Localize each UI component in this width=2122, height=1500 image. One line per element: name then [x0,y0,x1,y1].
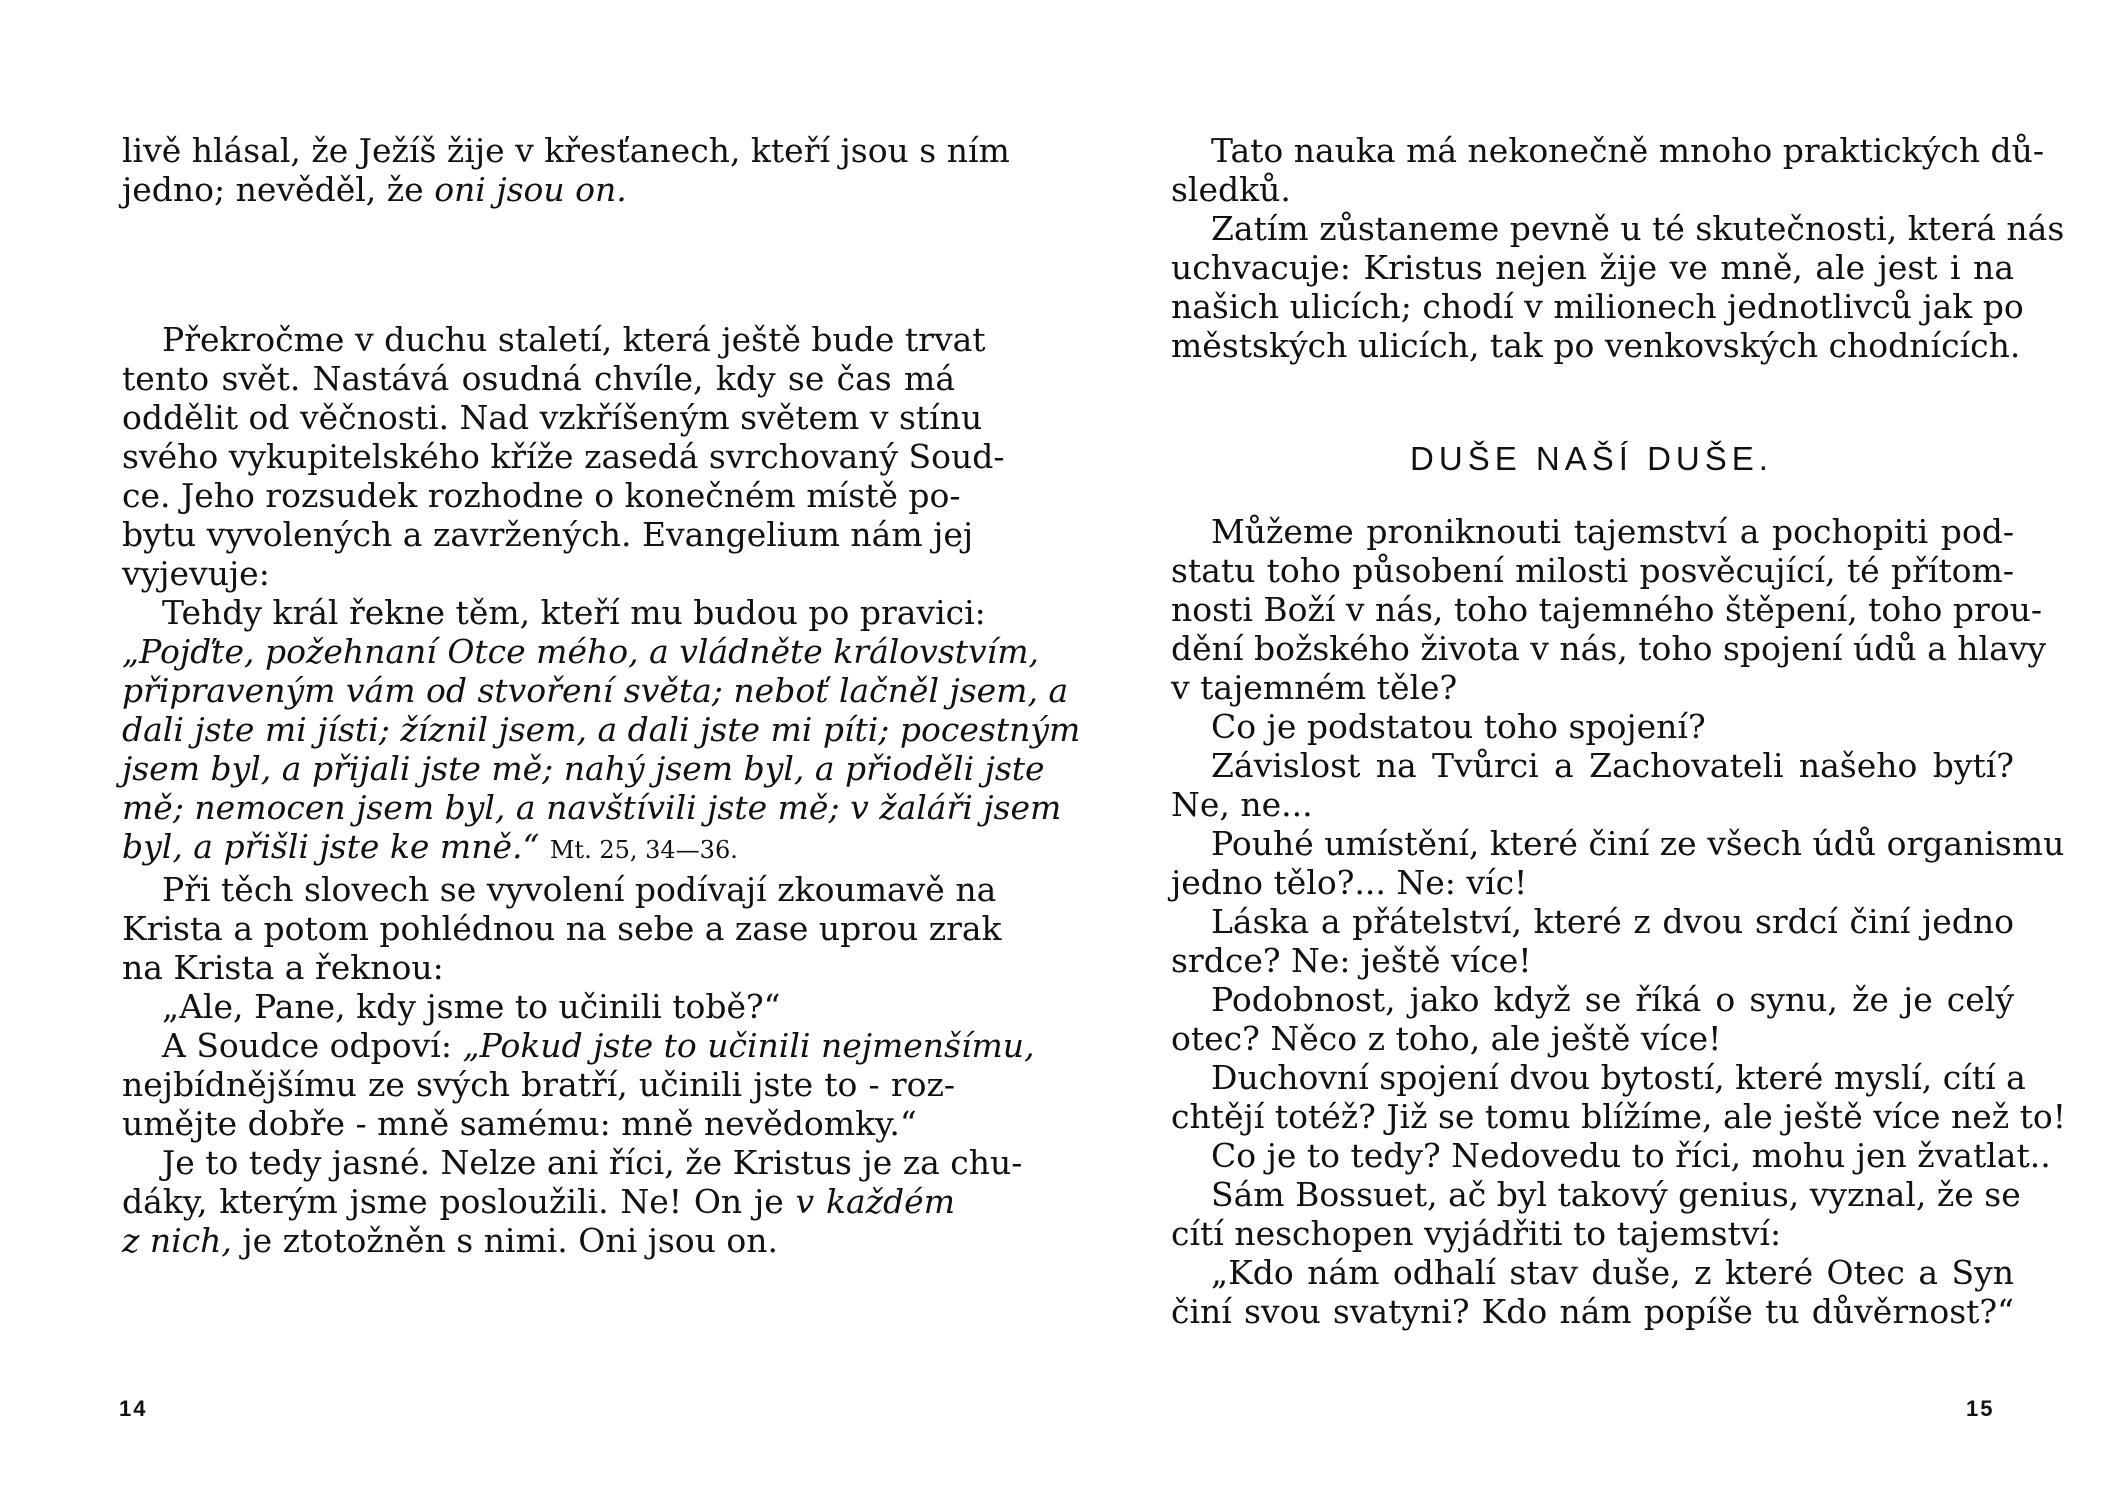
text-line: Krista a potom pohlédnou na sebe a zase uprou zrak [122,909,1002,948]
right-main-text [1171,512,2067,1331]
text-line: nosti Boží v nás, toho tajemného štěpení, toho prou- [1171,590,2043,629]
text-line: jedno tělo?... Ne: víc! [1171,863,1528,902]
text-line: otec? Něco z toho, ale ještě více! [1171,1019,1722,1058]
text-line: městských ulicích, tak po venkovských chodnících. [1171,326,2021,365]
page-number: 14 [119,1396,148,1421]
text-line: Je to tedy jasné. Nelze ani říci, že Kristus je za chu- [162,1143,1023,1182]
quote-line: připraveným vám od stvoření světa; neboť lačněl jsem, a [122,671,1069,710]
text-line: cítí neschopen vyjádřiti to tajemství: [1171,1214,1782,1253]
text-line: činí svou svatyni? Kdo nám popíše tu důvěrnost?“ [1171,1292,2014,1331]
text-line [122,170,955,209]
text-line: Tehdy král řekne těm, kteří mu budou po pravici: [162,593,986,632]
bible-reference: Mt. 25, 34—36. [549,836,738,864]
text-line: bytu vyvolených a zavržených. Evangelium nám jej [122,515,974,554]
left-top-paragraph [122,131,1010,209]
text-line [122,1221,955,1260]
text-line [122,1026,1035,1065]
text-fragment: jedno; nevěděl, že [122,170,424,209]
text-line: nejbídnějšímu ze svých bratří, učinili jste to - roz- [122,1065,955,1104]
left-main-text [122,320,1081,1260]
text-line: vyjevuje: [122,554,270,593]
text-line: tento svět. Nastává osudná chvíle, kdy se čas má [122,359,955,398]
page-number: 15 [1966,1396,1995,1421]
quote-line: jsem byl, a přijali jste mě; nahý jsem byl, a přioděli jste [122,749,1045,788]
text-line: na Krista a řeknou: [122,948,444,987]
italic-fragment: oni jsou on. [434,170,627,209]
text-line [122,827,955,870]
text-line: v tajemném těle? [1171,668,1458,707]
text-line: dění božského života v nás, toho spojení údů a hlavy [1171,629,2047,668]
text-line: Duchovní spojení dvou bytostí, které myslí, cítí a [1211,1058,2026,1097]
text-line: Podobnost, jako když se říká o synu, že je celý [1211,980,2014,1019]
text-line: oddělit od věčnosti. Nad vzkříšeným světem v stínu [122,398,983,437]
text-line: chtějí totéž? Již se tomu blížíme, ale ještě více než to! [1171,1097,2067,1136]
text-line: Ne, ne... [1171,785,1313,824]
text-line: Pouhé umístění, které činí ze všech údů organismu [1211,824,2065,863]
text-fragment: dáky, kterým jsme posloužili. Ne! On je [122,1182,784,1221]
italic-fragment: „Pokud jste to učinili nejmenšímu, [462,1026,1035,1065]
text-line: Tato nauka má nekonečně mnoho praktických dů- [1211,131,2045,170]
right-top-text [1171,131,2065,365]
text-line: „Kdo nám odhalí stav duše, z které Otec a Syn [1211,1253,2014,1292]
text-line: Láska a přátelství, které z dvou srdcí činí jedno [1211,902,2014,941]
text-line: Překročme v duchu staletí, která ještě bude trvat [162,320,986,359]
text-line: ce. Jeho rozsudek rozhodne o konečném místě po- [122,476,961,515]
text-line: svého vykupitelského kříže zasedá svrchovaný Soud- [122,437,1005,476]
quote-line: dali jste mi jísti; žíznil jsem, a dali jste mi píti; pocestným [122,710,1081,749]
text-fragment: A Soudce odpoví: [162,1026,452,1065]
text-line: Závislost na Tvůrci a Zachovateli našeho bytí? [1211,746,2014,785]
text-line: našich ulicích; chodí v milionech jednotlivců jak po [1171,287,2024,326]
text-line: umějte dobře - mně samému: mně nevědomky.“ [122,1104,917,1143]
text-line: Co je to tedy? Nedovedu to říci, mohu jen žvatlat.. [1211,1136,2051,1175]
text-line: „Ale, Pane, kdy jsme to učinili tobě?“ [162,987,781,1026]
italic-fragment: v každém [795,1182,955,1221]
text-line: uchvacuje: Kristus nejen žije ve mně, ale jest i na [1171,248,2014,287]
text-line: Zatím zůstaneme pevně u té skutečnosti, která nás [1211,209,2065,248]
italic-fragment: z nich, [122,1221,232,1260]
text-line: Co je podstatou toho spojení? [1211,707,1706,746]
quote-line: „Pojďte, požehnaní Otce mého, a vládněte královstvím, [122,632,1039,671]
right-page [1061,0,2122,1500]
text-line: statu toho působení milosti posvěcující, té přítom- [1171,551,2014,590]
text-line: Při těch slovech se vyvolení podívají zkoumavě na [162,870,997,909]
section-heading: DUŠE NAŠÍ DUŠE. [1410,440,1773,477]
text-line: sledků. [1171,170,1291,209]
text-line: srdce? Ne: ještě více! [1171,941,1532,980]
quote-fragment: byl, a přišli jste ke mně.“ [122,827,540,866]
text-line: Sám Bossuet, ač byl takový genius, vyznal, že se [1211,1175,2021,1214]
quote-line: mě; nemocen jsem byl, a navštívili jste mě; v žaláři jsem [122,788,1062,827]
text-line [122,1182,955,1221]
text-line: Můžeme proniknouti tajemství a pochopiti pod- [1211,512,2014,551]
text-fragment: je ztotožněn s nimi. Oni jsou on. [242,1221,779,1260]
text-line: livě hlásal, že Ježíš žije v křesťanech, kteří jsou s ním [122,131,1010,170]
